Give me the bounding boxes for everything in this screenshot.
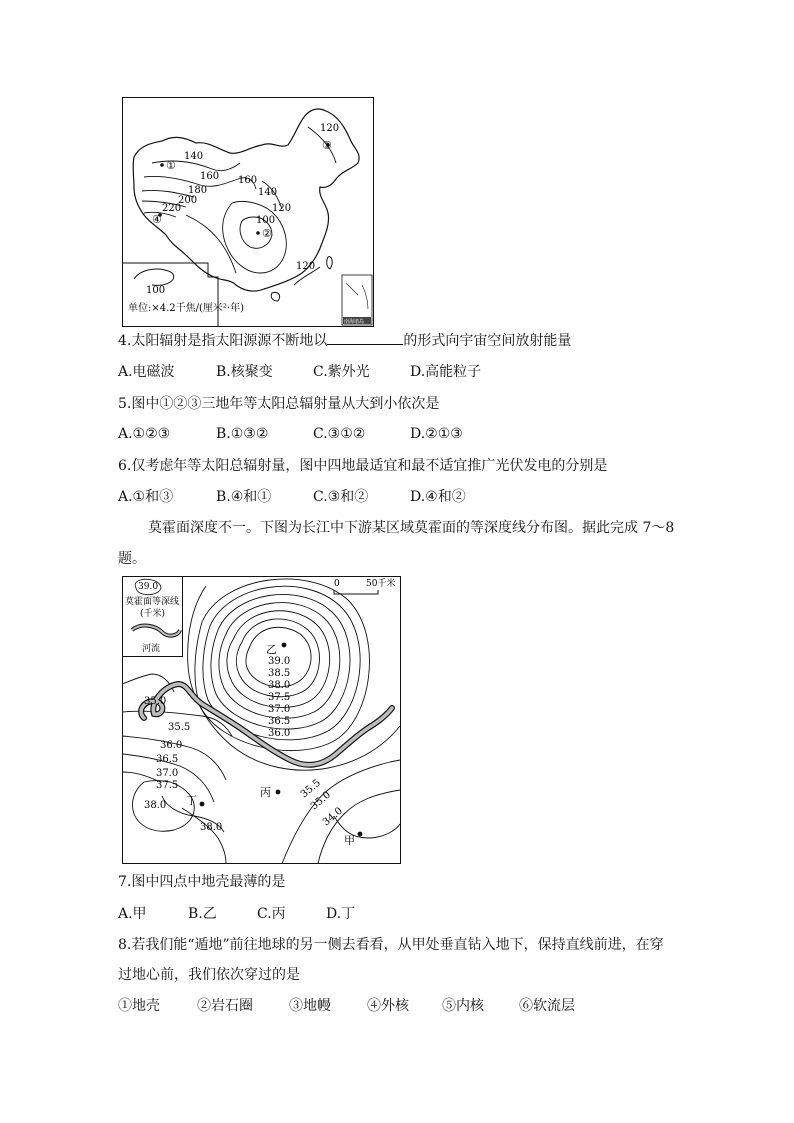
contour-label: 34.0 xyxy=(320,805,345,829)
point-jia: 甲 xyxy=(344,834,355,847)
q6-option-b: B.④和① xyxy=(216,489,272,505)
q8-item: ④外核 xyxy=(367,998,409,1014)
scale-distance: 50千米 xyxy=(366,579,396,589)
q4-option-c: C.紫外光 xyxy=(313,364,370,380)
iso-label: 120 xyxy=(320,123,340,134)
point-marker-3: ③ xyxy=(322,139,332,152)
intro-paragraph-line1: 莫霍面深度不一。下图为长江中下游某区域莫霍面的等深度线分布图。据此完成 7～8 xyxy=(148,520,675,536)
question-5-stem: 5.图中①②③三地年等太阳总辐射量从大到小依次是 xyxy=(118,396,440,412)
iso-label: 100 xyxy=(256,215,276,226)
iso-label: 120 xyxy=(296,261,316,272)
q8-item: ①地壳 xyxy=(118,998,160,1014)
question-8-stem-line1: 8.若我们能“遁地”前往地球的另一侧去看看，从甲处垂直钻入地下，保持直线前进，在穿 xyxy=(118,937,664,953)
q5-option-b: B.①③② xyxy=(216,426,269,442)
unit-label: 单位:×4.2千焦/(厘米²·年) xyxy=(128,303,245,314)
contour-label: 35.5 xyxy=(298,777,323,801)
legend-contour-label: 莫霍面等深线 xyxy=(125,597,180,607)
iso-label: 160 xyxy=(200,171,220,182)
iso-label: 200 xyxy=(178,195,198,206)
point-bing: 丙 xyxy=(260,786,271,799)
q8-item: ⑥软流层 xyxy=(519,998,575,1014)
q8-item: ⑤内核 xyxy=(442,998,484,1014)
contour-label: 38.0 xyxy=(268,680,291,691)
q7-option-b: B.乙 xyxy=(188,906,217,922)
q6-option-d: D.④和② xyxy=(410,489,466,505)
contour-label: 37.5 xyxy=(156,780,179,791)
legend-unit: (千米) xyxy=(140,609,166,619)
q7-option-c: C.丙 xyxy=(257,906,286,922)
moho-depth-map xyxy=(122,576,401,864)
point-yi: 乙 xyxy=(266,643,277,656)
answer-blank xyxy=(327,330,403,345)
question-8-stem-line2: 过地心前，我们依次穿过的是 xyxy=(118,967,300,983)
legend-value: 100 xyxy=(146,285,166,296)
contour-label: 38.0 xyxy=(144,800,167,811)
inset-label: 南海诸岛 xyxy=(344,319,365,325)
contour-label: 35.0 xyxy=(144,696,167,707)
contour-label: 36.5 xyxy=(268,716,291,727)
q4-option-a: A.电磁波 xyxy=(118,364,175,380)
q7-option-a: A.甲 xyxy=(118,906,147,922)
q6-option-c: C.③和② xyxy=(313,489,369,505)
iso-label: 120 xyxy=(272,203,292,214)
point-marker-4: ④ xyxy=(152,213,162,226)
solar-radiation-map xyxy=(122,97,374,327)
q4-option-b: B.核聚变 xyxy=(216,364,273,380)
iso-label: 180 xyxy=(188,185,208,196)
q4-option-d: D.高能粒子 xyxy=(410,364,482,380)
contour-label: 38.0 xyxy=(200,822,223,833)
contour-label: 37.0 xyxy=(156,768,179,779)
iso-label: 140 xyxy=(184,151,204,162)
iso-label: 220 xyxy=(162,203,182,214)
question-6-stem: 6.仅考虑年等太阳总辐射量，图中四地最适宜和最不适宜推广光伏发电的分别是 xyxy=(118,458,608,474)
contour-label: 35.0 xyxy=(308,789,333,813)
contour-label: 35.5 xyxy=(168,722,191,733)
q8-item: ②岩石圈 xyxy=(197,998,253,1014)
contour-label: 39.0 xyxy=(268,656,291,667)
contour-label: 36.5 xyxy=(156,754,179,765)
contour-label: 36.0 xyxy=(268,728,291,739)
point-marker-1: ① xyxy=(166,159,176,172)
intro-paragraph-line2: 题。 xyxy=(118,551,146,567)
contour-label: 37.5 xyxy=(268,692,291,703)
point-ding: 丁 xyxy=(186,794,197,807)
point-marker-2: ② xyxy=(262,227,272,240)
q6-option-a: A.①和③ xyxy=(118,489,174,505)
q8-item: ③地幔 xyxy=(289,998,331,1014)
scale-zero: 0 xyxy=(334,579,340,589)
q7-option-d: D.丁 xyxy=(326,906,356,922)
legend-sample-value: 39.0 xyxy=(138,582,159,592)
question-7-stem: 7.图中四点中地壳最薄的是 xyxy=(118,874,286,890)
contour-label: 38.5 xyxy=(268,668,291,679)
contour-label: 37.0 xyxy=(268,704,291,715)
iso-label: 160 xyxy=(238,175,258,186)
q5-option-d: D.②①③ xyxy=(410,426,463,442)
legend-river-label: 河流 xyxy=(142,644,161,654)
iso-label: 140 xyxy=(258,187,278,198)
question-4-stem: 4.太阳辐射是指太阳源源不断地以 的形式向宇宙空间放射能量 xyxy=(118,330,571,351)
q5-option-a: A.①②③ xyxy=(118,426,171,442)
contour-label: 36.0 xyxy=(160,740,183,751)
q5-option-c: C.③①② xyxy=(313,426,366,442)
